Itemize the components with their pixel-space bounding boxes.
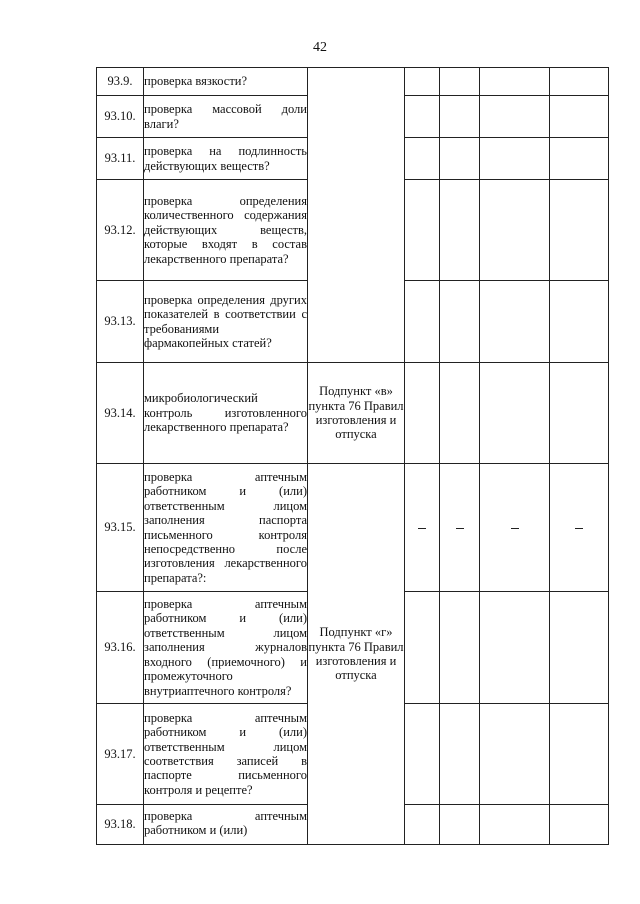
- requirement-reference: Подпункт «г» пункта 76 Правил изготовления и отпуска: [308, 464, 405, 845]
- dash-mark: [456, 528, 464, 529]
- answer-cell-note: [550, 96, 609, 138]
- question-text: микробиологический контроль изготовленного лекарственного препарата?: [144, 363, 308, 464]
- answer-cell-no: [440, 805, 480, 845]
- question-text: проверка аптечным работником и (или) ответственным лицом соответствия записей в паспорте письменного контроля и рецепте?: [144, 704, 308, 805]
- answer-cell-no: [440, 592, 480, 704]
- answer-cell-no: [440, 96, 480, 138]
- answer-cell-no: [440, 281, 480, 363]
- row-number: 93.18.: [97, 805, 144, 845]
- dash-mark: [418, 528, 426, 529]
- answer-cell-yes: [405, 68, 440, 96]
- answer-cell-note: [550, 180, 609, 281]
- answer-cell-na: [480, 96, 550, 138]
- answer-cell-na: [480, 464, 550, 592]
- question-text: проверка массовой доли влаги?: [144, 96, 308, 138]
- answer-cell-note: [550, 68, 609, 96]
- dash-mark: [511, 528, 519, 529]
- row-number: 93.11.: [97, 138, 144, 180]
- question-text: проверка определения других показателей в соответствии с требованиями фармакопейных статей?: [144, 281, 308, 363]
- question-text: проверка на подлинность действующих веществ?: [144, 138, 308, 180]
- answer-cell-na: [480, 68, 550, 96]
- answer-cell-yes: [405, 281, 440, 363]
- answer-cell-no: [440, 704, 480, 805]
- answer-cell-na: [480, 363, 550, 464]
- page-number: 42: [313, 40, 327, 55]
- table-row: [97, 68, 609, 96]
- answer-cell-no: [440, 68, 480, 96]
- checklist-table: [96, 67, 609, 845]
- table-row: [97, 464, 609, 592]
- question-text: проверка аптечным работником и (или) ответственным лицом заполнения паспорта письменного контроля непосредственно после изготовления лекарственного препарата?:: [144, 464, 308, 592]
- row-number: 93.15.: [97, 464, 144, 592]
- answer-cell-note: [550, 464, 609, 592]
- answer-cell-yes: [405, 138, 440, 180]
- question-text: проверка вязкости?: [144, 68, 308, 96]
- requirement-reference: Подпункт «в» пункта 76 Правил изготовления и отпуска: [308, 363, 405, 464]
- answer-cell-note: [550, 138, 609, 180]
- table-row: [97, 363, 609, 464]
- answer-cell-yes: [405, 592, 440, 704]
- answer-cell-na: [480, 805, 550, 845]
- question-text: проверка аптечным работником и (или): [144, 805, 308, 845]
- answer-cell-yes: [405, 96, 440, 138]
- answer-cell-na: [480, 704, 550, 805]
- answer-cell-yes: [405, 464, 440, 592]
- answer-cell-yes: [405, 180, 440, 281]
- answer-cell-yes: [405, 363, 440, 464]
- answer-cell-yes: [405, 704, 440, 805]
- dash-mark: [575, 528, 583, 529]
- row-number: 93.13.: [97, 281, 144, 363]
- answer-cell-note: [550, 363, 609, 464]
- question-text: проверка аптечным работником и (или) ответственным лицом заполнения журналов входного (приемочного) и промежуточного внутриаптечного контроля?: [144, 592, 308, 704]
- row-number: 93.12.: [97, 180, 144, 281]
- answer-cell-na: [480, 138, 550, 180]
- answer-cell-yes: [405, 805, 440, 845]
- requirement-reference-empty: [308, 68, 405, 363]
- row-number: 93.14.: [97, 363, 144, 464]
- answer-cell-no: [440, 363, 480, 464]
- answer-cell-na: [480, 180, 550, 281]
- answer-cell-note: [550, 592, 609, 704]
- answer-cell-no: [440, 138, 480, 180]
- answer-cell-note: [550, 704, 609, 805]
- answer-cell-note: [550, 281, 609, 363]
- row-number: 93.9.: [97, 68, 144, 96]
- answer-cell-no: [440, 464, 480, 592]
- answer-cell-na: [480, 281, 550, 363]
- question-text: проверка определения количественного содержания действующих веществ, которые входят в состав лекарственного препарата?: [144, 180, 308, 281]
- answer-cell-na: [480, 592, 550, 704]
- row-number: 93.17.: [97, 704, 144, 805]
- answer-cell-no: [440, 180, 480, 281]
- answer-cell-note: [550, 805, 609, 845]
- row-number: 93.16.: [97, 592, 144, 704]
- row-number: 93.10.: [97, 96, 144, 138]
